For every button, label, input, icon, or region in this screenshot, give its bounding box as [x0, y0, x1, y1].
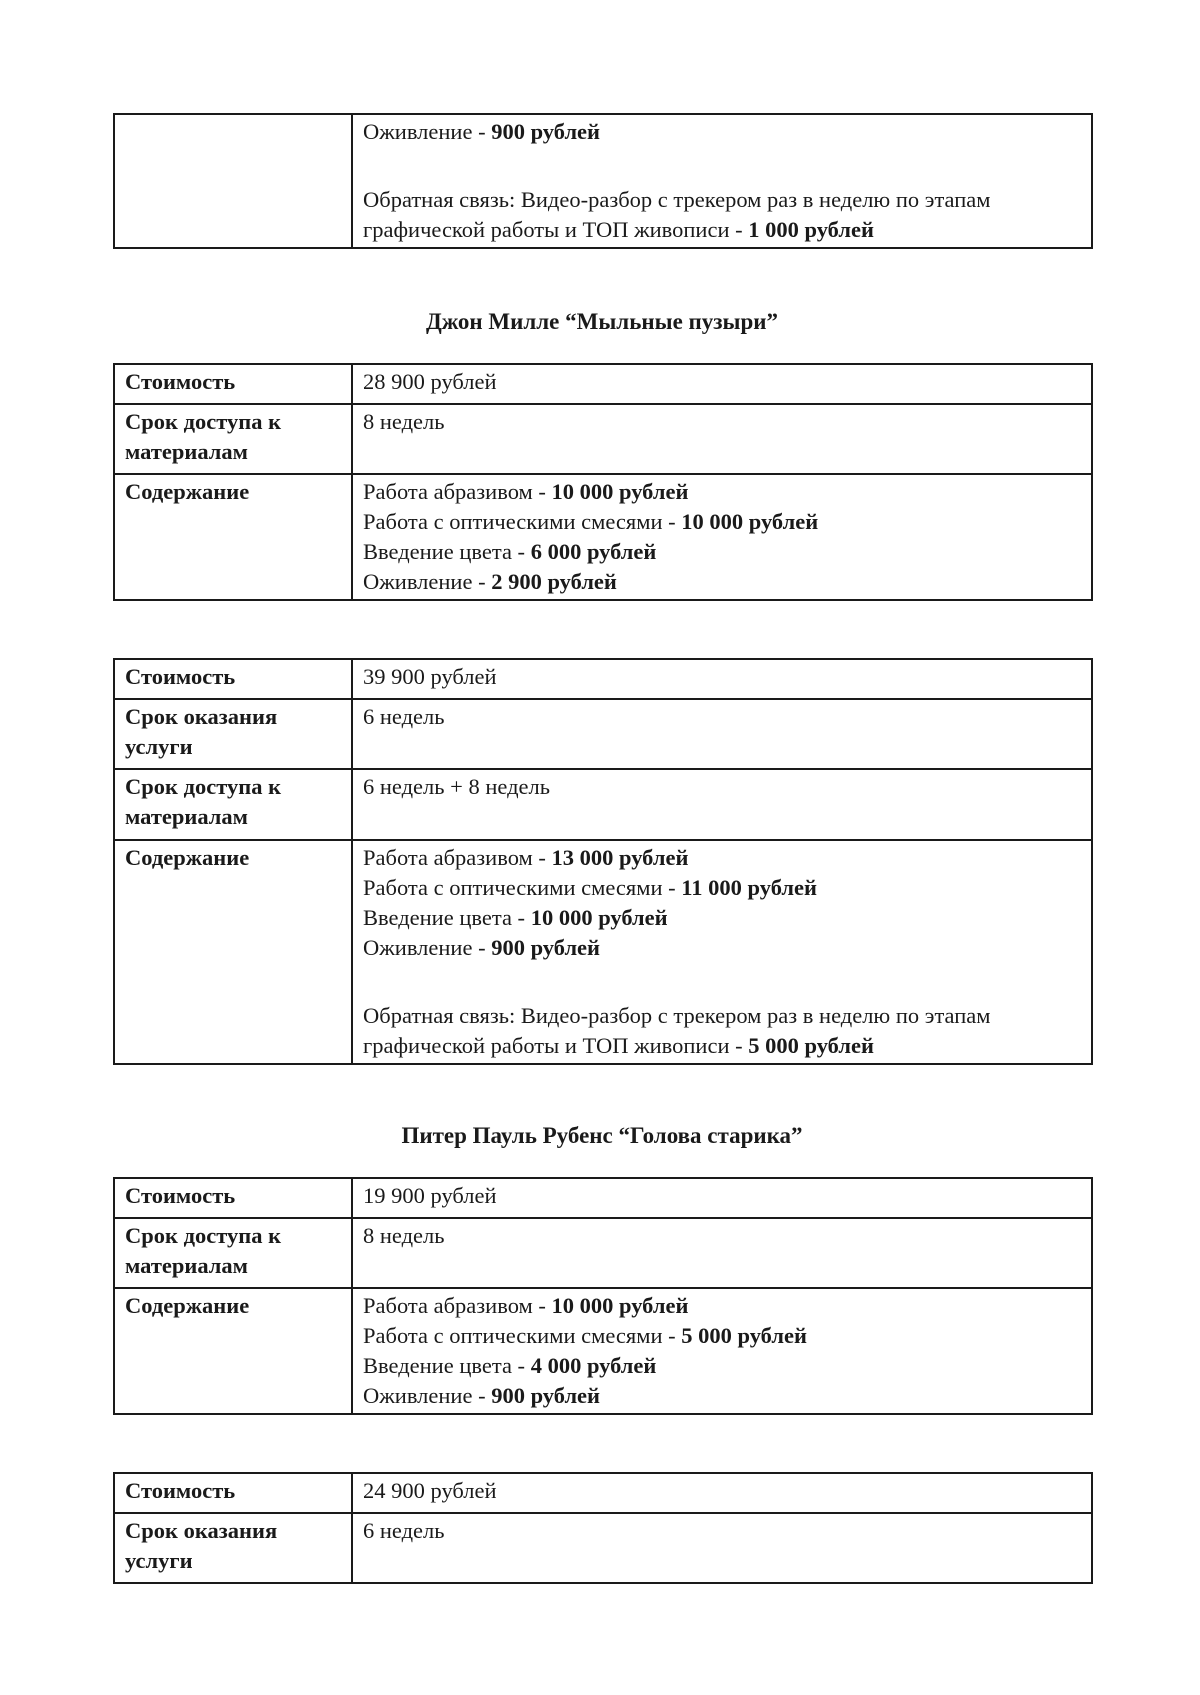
pricing-table: [113, 1177, 1093, 1415]
table-row: [114, 1288, 1092, 1414]
cost-label: Стоимость: [114, 1473, 352, 1513]
feedback-line: Обратная связь: Видео-разбор с трекером раз в неделю по этапам: [363, 187, 991, 212]
content-item: Работа с оптическими смесями - 10 000 рублей: [363, 509, 819, 534]
table-row: [114, 1218, 1092, 1288]
content-item: Работа абразивом - 10 000 рублей: [363, 479, 689, 504]
content-cell: [352, 840, 1092, 1064]
table-row: [114, 699, 1092, 769]
cost-label: Стоимость: [114, 364, 352, 404]
content-cell: [352, 1288, 1092, 1414]
service-label: Срок оказания услуги: [114, 699, 352, 769]
content-label: Содержание: [114, 840, 352, 1064]
service-value: 6 недель: [352, 1513, 1092, 1583]
service-value: 6 недель: [352, 699, 1092, 769]
content-item: Работа абразивом - 10 000 рублей: [363, 1293, 689, 1318]
content-item: Работа с оптическими смесями - 5 000 рублей: [363, 1323, 807, 1348]
cost-value: 39 900 рублей: [352, 659, 1092, 699]
section-title: Джон Милле “Мыльные пузыри”: [425, 309, 779, 334]
pricing-table: [113, 658, 1093, 1065]
access-value: 8 недель: [352, 1218, 1092, 1288]
table-row: [114, 1513, 1092, 1583]
table-row: [114, 769, 1092, 840]
content-label: Содержание: [114, 1288, 352, 1414]
content-item: Оживление - 2 900 рублей: [363, 569, 617, 594]
cost-label: Стоимость: [114, 659, 352, 699]
content-label: Содержание: [114, 474, 352, 600]
content-item: Введение цвета - 10 000 рублей: [363, 905, 668, 930]
cost-value: 28 900 рублей: [352, 364, 1092, 404]
cost-value: 19 900 рублей: [352, 1178, 1092, 1218]
table-row: [114, 114, 1092, 248]
content-item: Введение цвета - 4 000 рублей: [363, 1353, 657, 1378]
table-row: [114, 364, 1092, 404]
pricing-table: [113, 1472, 1093, 1584]
content-item: Работа с оптическими смесями - 11 000 рублей: [363, 875, 817, 900]
table-row: [114, 659, 1092, 699]
feedback-line: Обратная связь: Видео-разбор с трекером раз в неделю по этапам: [363, 1003, 991, 1028]
access-value: 8 недель: [352, 404, 1092, 474]
access-label: Срок доступа к материалам: [114, 769, 352, 840]
table-row: [114, 474, 1092, 600]
content-cell: [352, 114, 1092, 248]
cost-label: Стоимость: [114, 1178, 352, 1218]
content-item: Оживление - 900 рублей: [363, 119, 601, 144]
section-title: Питер Пауль Рубенс “Голова старика”: [401, 1123, 803, 1148]
feedback-line: графической работы и ТОП живописи - 1 000 рублей: [363, 217, 874, 242]
content-item: Оживление - 900 рублей: [363, 935, 601, 960]
content-cell: [352, 474, 1092, 600]
table-continuation: [113, 113, 1093, 249]
access-value: 6 недель + 8 недель: [352, 769, 1092, 840]
service-label: Срок оказания услуги: [114, 1513, 352, 1583]
empty-label-cell: [114, 114, 352, 248]
feedback-line: графической работы и ТОП живописи - 5 000 рублей: [363, 1033, 874, 1058]
content-item: Введение цвета - 6 000 рублей: [363, 539, 657, 564]
access-label: Срок доступа к материалам: [114, 404, 352, 474]
content-item: Работа абразивом - 13 000 рублей: [363, 845, 689, 870]
table-row: [114, 840, 1092, 1064]
access-label: Срок доступа к материалам: [114, 1218, 352, 1288]
pricing-table: [113, 363, 1093, 601]
content-item: Оживление - 900 рублей: [363, 1383, 601, 1408]
table-row: [114, 1178, 1092, 1218]
table-row: [114, 1473, 1092, 1513]
cost-value: 24 900 рублей: [352, 1473, 1092, 1513]
table-row: [114, 404, 1092, 474]
